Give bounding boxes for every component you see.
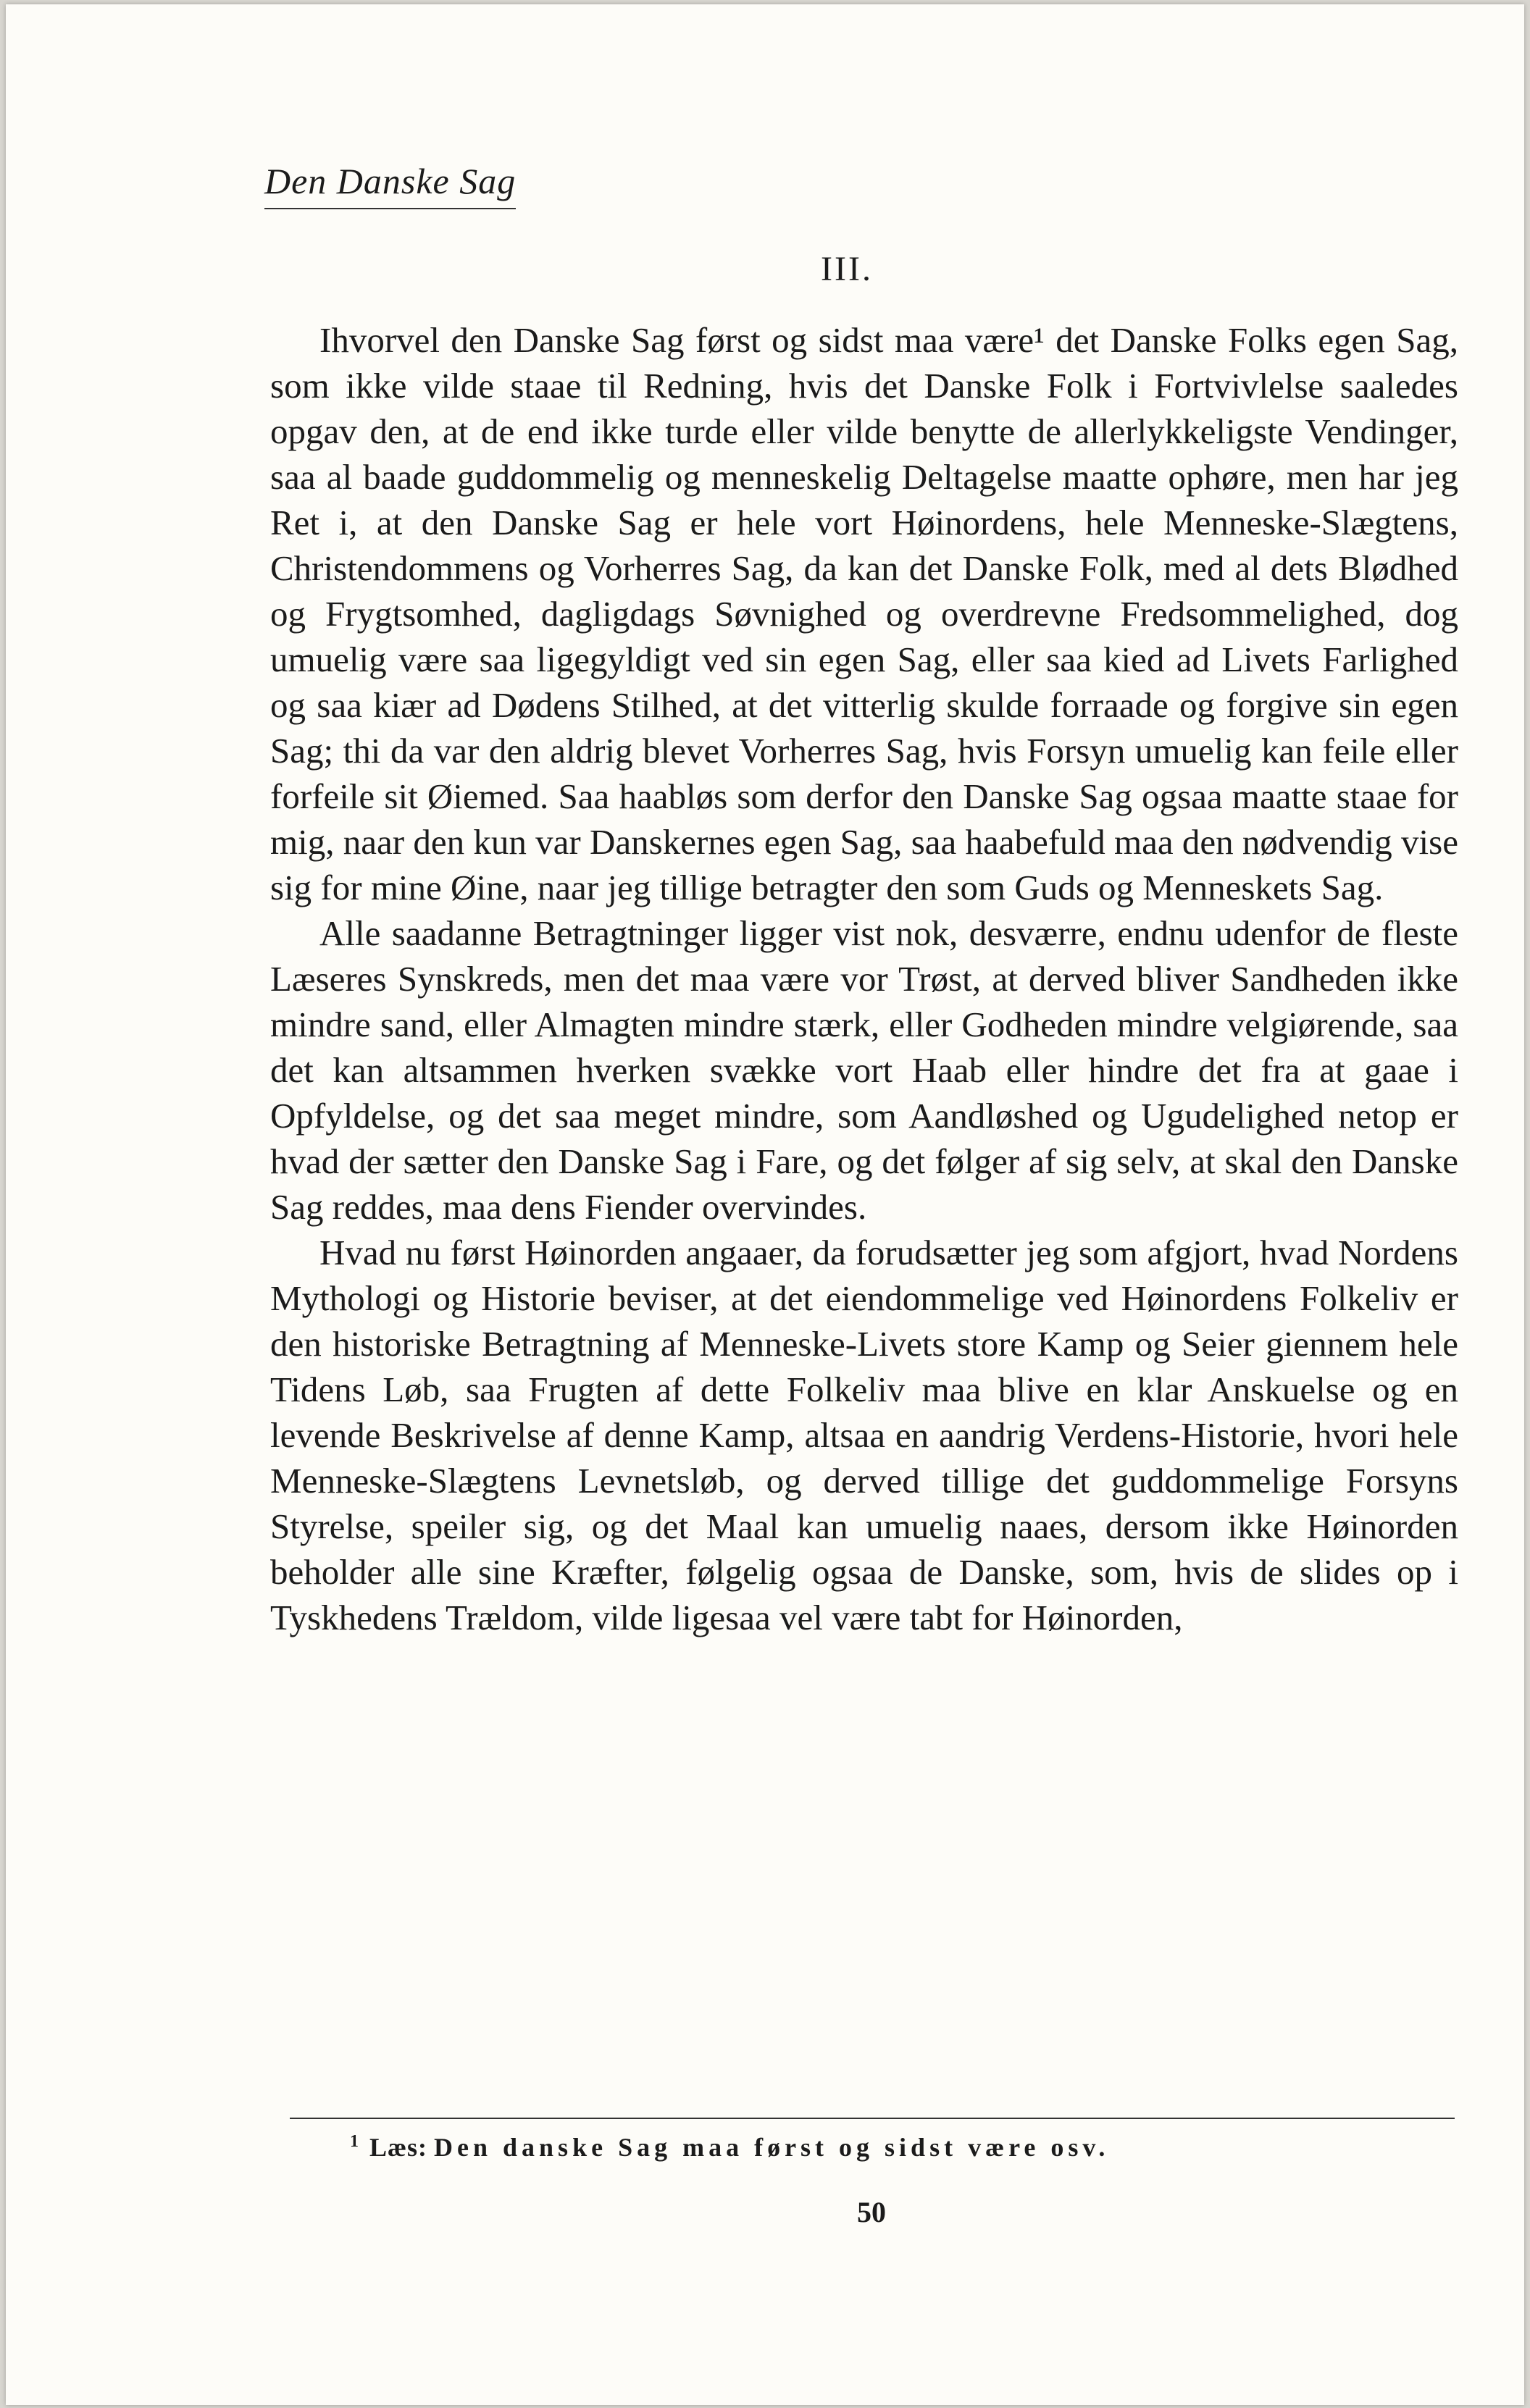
body-text <box>270 317 1458 1640</box>
running-head: Den Danske Sag <box>264 160 516 209</box>
paragraph: Alle saadanne Betragtninger ligger vist nok, desværre, endnu udenfor de fleste Læseres Synskreds, men det maa være vor Trøst, at derved bliver Sandheden ikke mindre sand, eller Almagten mindre stærk, eller Godheden mindre velgiørende, saa det kan altsammen hverken svække vort Haab eller hindre det fra at gaae i Opfyldelse, og det saa meget mindre, som Aandløshed og Ugudelighed netop er hvad der sætter den Danske Sag i Fare, og det følger af sig selv, at skal den Danske Sag reddes, maa dens Fiender overvindes. <box>270 913 1458 1227</box>
footnote-label: Læs: <box>369 2133 428 2162</box>
book-page <box>6 4 1524 2405</box>
paragraph: Hvad nu først Høinorden angaaer, da forudsætter jeg som afgjort, hvad Nordens Mythologi og Historie beviser, at det eiendommelige ved Høinordens Folkeliv er den historiske Betragtning af Menneske-Livets store Kamp og Seier giennem hele Tidens Løb, saa Frugten af dette Folkeliv maa blive en klar Anskuelse og en levende Beskrivelse af denne Kamp, altsaa en aandrig Verdens-Historie, hvori hele Menneske-Slægtens Levnetsløb, og derved tillige det guddommelige Forsyns Styrelse, speiler sig, og det Maal kan umuelig naaes, dersom ikke Høinorden beholder alle sine Kræfter, følgelig ogsaa de Danske, som, hvis de slides op i Tyskhedens Trældom, vilde ligesaa vel være tabt for Høinorden, <box>270 1233 1458 1637</box>
paragraph: Ihvorvel den Danske Sag først og sidst maa være¹ det Danske Folks egen Sag, som ikke vilde staae til Redning, hvis det Danske Folk i Fortvivlelse saaledes opgav den, at de end ikke turde eller vilde benytte de allerlykkeligste Vendinger, saa al baade guddommelig og menneskelig Deltagelse maatte ophøre, men har jeg Ret i, at den Danske Sag er hele vort Høinordens, hele Menneske-Slægtens, Christendommens og Vorherres Sag, da kan det Danske Folk, med al dets Blødhed og Frygtsomhed, dagligdags Søvnighed og overdrevne Fredsommelighed, dog umuelig være saa ligegyldigt ved sin egen Sag, eller saa kied ad Livets Farlighed og saa kiær ad Dødens Stilhed, at det vitterlig skulde forraade og forgive sin egen Sag; thi da var den aldrig blevet Vorherres Sag, hvis Forsyn umuelig kan feile eller forfeile sit Øiemed. Saa haabløs som derfor den Danske Sag ogsaa maatte staae for mig, naar den kun var Danskernes egen Sag, saa haabefuld maa den nødvendig vise sig for mine Øine, naar jeg tillige betragter den som Guds og Menneskets Sag. <box>270 320 1458 907</box>
chapter-number: III. <box>821 250 873 288</box>
footnote-text: Den danske Sag maa først og sidst være osv. <box>434 2133 1110 2162</box>
footnote <box>350 2132 1109 2162</box>
footnote-rule <box>290 2118 1455 2119</box>
footnote-number: 1 <box>350 2132 359 2151</box>
page-number: 50 <box>857 2196 886 2228</box>
